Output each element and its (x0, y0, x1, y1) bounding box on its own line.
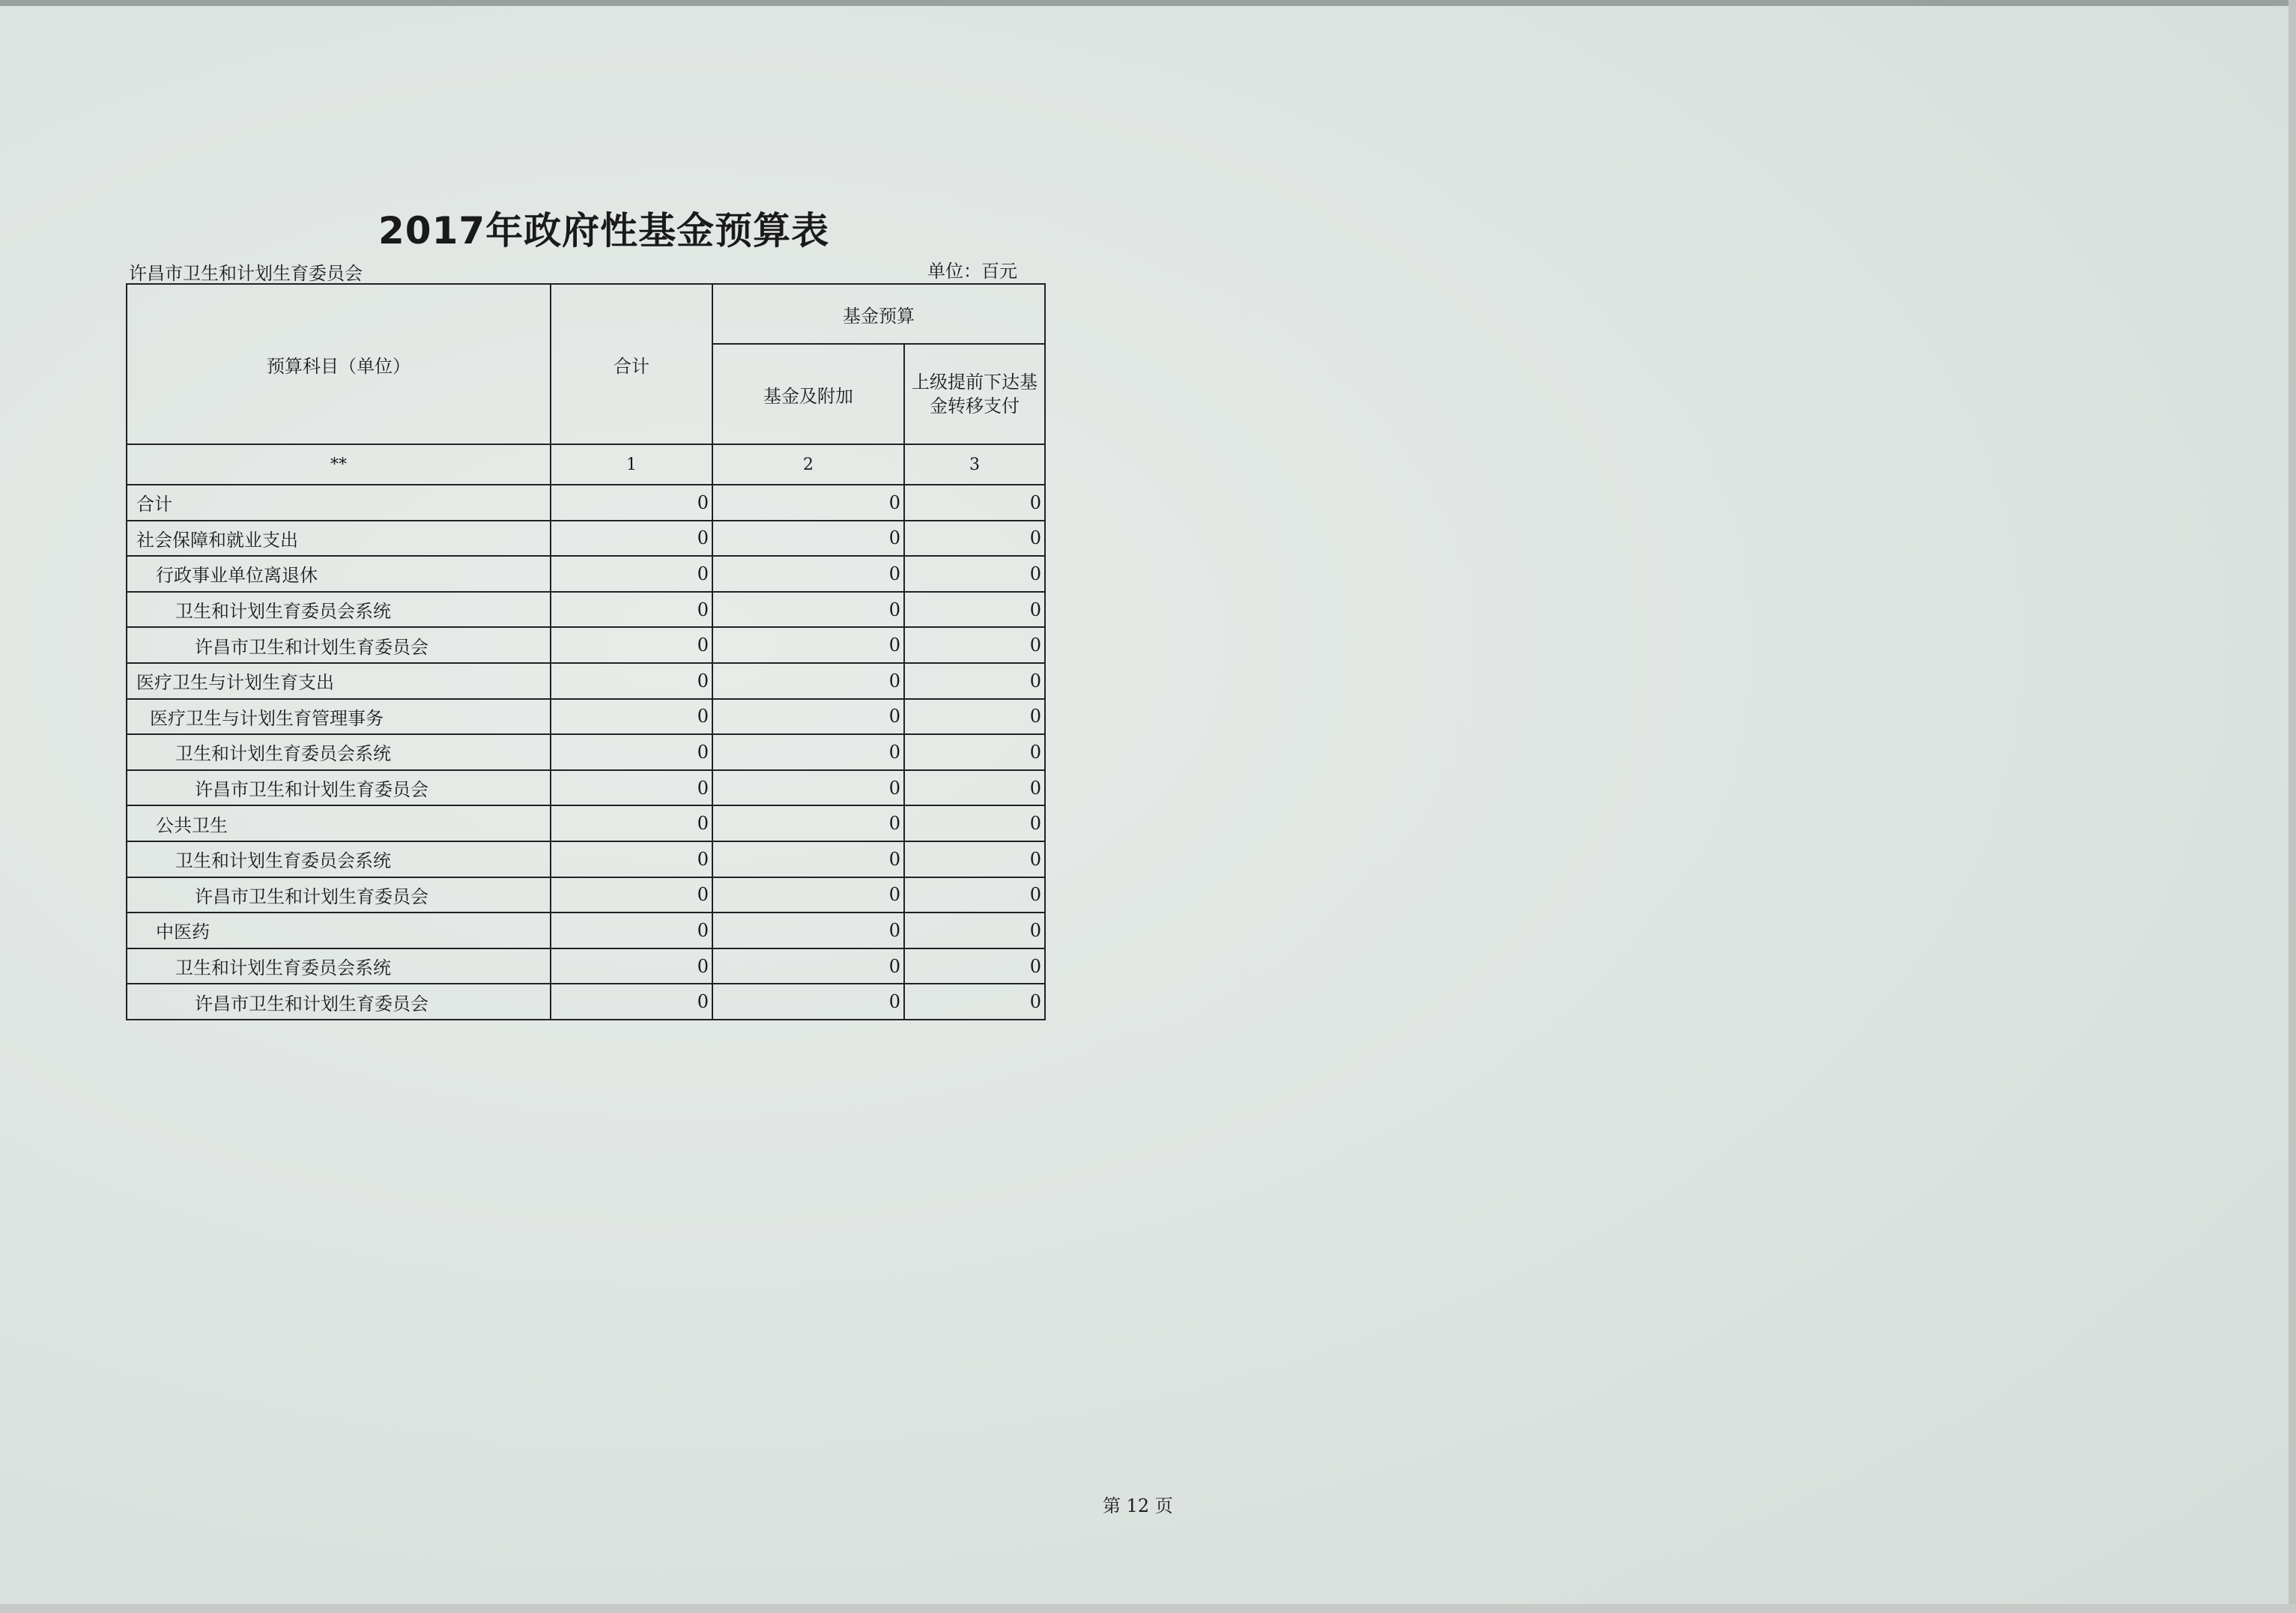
budget-table (126, 283, 1046, 1020)
page-number: 第 12 页 (1103, 1495, 1173, 1516)
total-cell: 0 (551, 948, 712, 984)
row-label: 许昌市卫生和计划生育委员会 (127, 770, 551, 806)
transfer-cell: 0 (904, 805, 1045, 841)
transfer-cell: 0 (904, 770, 1045, 806)
page-title: 2017年政府性基金预算表 (378, 209, 830, 252)
index-cell: 2 (712, 444, 904, 485)
transfer-cell: 0 (904, 627, 1045, 663)
row-label: 卫生和计划生育委员会系统 (127, 948, 551, 984)
table-row (127, 627, 1045, 663)
row-label: 公共卫生 (127, 805, 551, 841)
transfer-cell: 0 (904, 877, 1045, 913)
row-label: 社会保障和就业支出 (127, 521, 551, 557)
fund-cell: 0 (712, 627, 904, 663)
table-row (127, 592, 1045, 628)
total-cell: 0 (551, 627, 712, 663)
total-cell: 0 (551, 841, 712, 877)
total-cell: 0 (551, 734, 712, 770)
page-edge (0, 1604, 2296, 1613)
transfer-cell: 0 (904, 485, 1045, 521)
row-label: 行政事业单位离退休 (127, 556, 551, 592)
row-label: 医疗卫生与计划生育管理事务 (127, 699, 551, 735)
fund-cell: 0 (712, 592, 904, 628)
page-edge (0, 0, 2296, 6)
total-cell: 0 (551, 699, 712, 735)
organization-name: 许昌市卫生和计划生育委员会 (129, 263, 363, 284)
row-label: 许昌市卫生和计划生育委员会 (127, 627, 551, 663)
transfer-cell: 0 (904, 734, 1045, 770)
fund-cell: 0 (712, 841, 904, 877)
row-label: 医疗卫生与计划生育支出 (127, 663, 551, 699)
index-cell: 3 (904, 444, 1045, 485)
table-row (127, 699, 1045, 735)
table-row (127, 663, 1045, 699)
header-subject: 预算科目（单位） (127, 284, 551, 444)
row-label: 许昌市卫生和计划生育委员会 (127, 877, 551, 913)
fund-cell: 0 (712, 699, 904, 735)
fund-cell: 0 (712, 556, 904, 592)
header-fund-surcharge: 基金及附加 (712, 344, 904, 444)
row-label: 卫生和计划生育委员会系统 (127, 592, 551, 628)
index-cell: 1 (551, 444, 712, 485)
table-row (127, 984, 1045, 1020)
table-row (127, 770, 1045, 806)
transfer-cell: 0 (904, 984, 1045, 1020)
index-cell: ** (127, 444, 551, 485)
transfer-cell: 0 (904, 521, 1045, 557)
fund-cell: 0 (712, 913, 904, 948)
transfer-cell: 0 (904, 913, 1045, 948)
transfer-cell: 0 (904, 948, 1045, 984)
total-cell: 0 (551, 663, 712, 699)
fund-cell: 0 (712, 948, 904, 984)
fund-cell: 0 (712, 734, 904, 770)
fund-cell: 0 (712, 805, 904, 841)
table-row (127, 521, 1045, 557)
total-cell: 0 (551, 485, 712, 521)
transfer-cell: 0 (904, 699, 1045, 735)
page-edge (2289, 0, 2296, 1613)
fund-cell: 0 (712, 984, 904, 1020)
table-row (127, 734, 1045, 770)
unit-label: 单位：百元 (927, 261, 1017, 282)
row-label: 合计 (127, 485, 551, 521)
total-cell: 0 (551, 984, 712, 1020)
total-cell: 0 (551, 913, 712, 948)
fund-cell: 0 (712, 485, 904, 521)
total-cell: 0 (551, 770, 712, 806)
header-transfer-payment: 上级提前下达基金转移支付 (904, 344, 1045, 444)
table-row (127, 841, 1045, 877)
table-row (127, 485, 1045, 521)
table-row (127, 805, 1045, 841)
transfer-cell: 0 (904, 663, 1045, 699)
total-cell: 0 (551, 592, 712, 628)
table-row (127, 556, 1045, 592)
fund-cell: 0 (712, 663, 904, 699)
header-fund-budget: 基金预算 (712, 284, 1045, 344)
fund-cell: 0 (712, 877, 904, 913)
table-row (127, 913, 1045, 948)
header-total: 合计 (551, 284, 712, 444)
row-label: 许昌市卫生和计划生育委员会 (127, 984, 551, 1020)
total-cell: 0 (551, 556, 712, 592)
row-label: 中医药 (127, 913, 551, 948)
row-label: 卫生和计划生育委员会系统 (127, 734, 551, 770)
transfer-cell: 0 (904, 592, 1045, 628)
transfer-cell: 0 (904, 556, 1045, 592)
fund-cell: 0 (712, 770, 904, 806)
total-cell: 0 (551, 805, 712, 841)
transfer-cell: 0 (904, 841, 1045, 877)
total-cell: 0 (551, 877, 712, 913)
table-row (127, 948, 1045, 984)
table-row (127, 877, 1045, 913)
row-label: 卫生和计划生育委员会系统 (127, 841, 551, 877)
total-cell: 0 (551, 521, 712, 557)
fund-cell: 0 (712, 521, 904, 557)
